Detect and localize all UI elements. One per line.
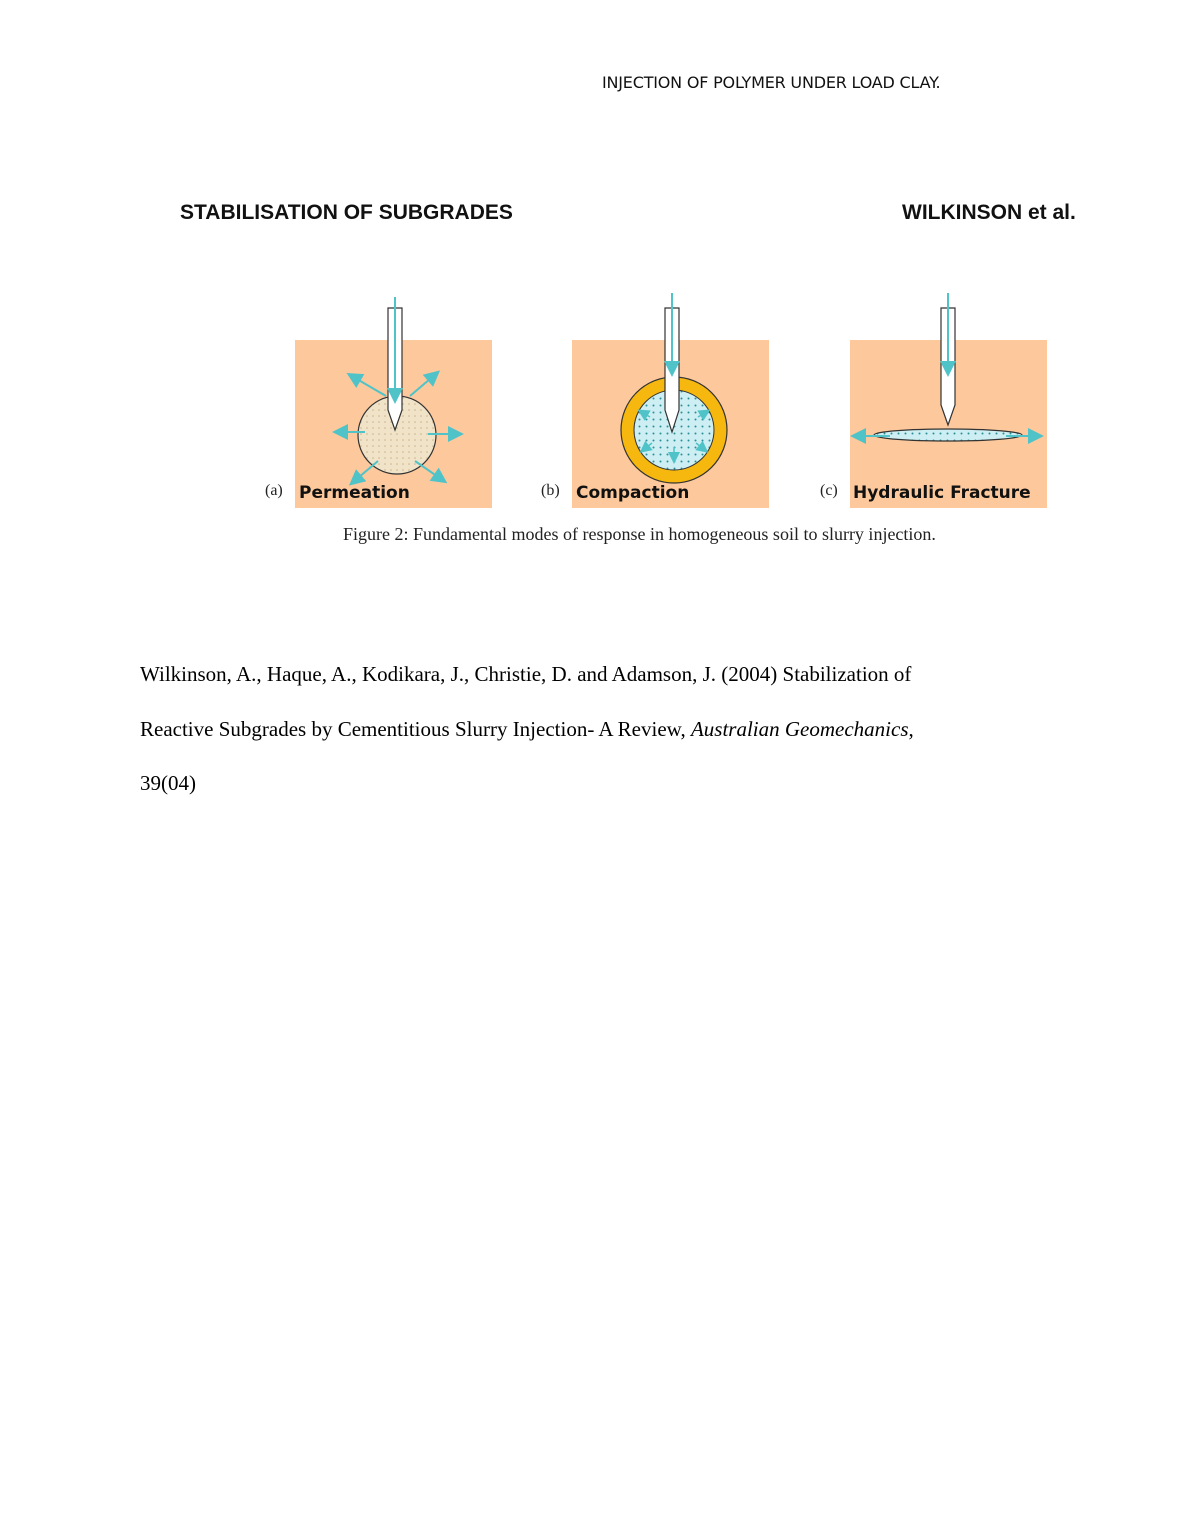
reference-line-2-tail: , [908,716,914,741]
figure-stabilisation-modes [160,185,1120,565]
reference-line-3: 39(04) [140,771,196,795]
figure-caption: Figure 2: Fundamental modes of response in homogeneous soil to slurry injection. [343,524,936,544]
fracture-lens [874,429,1022,441]
reference-line-2-text: Reactive Subgrades by Cementitious Slurry Injection- A Review, [140,716,691,741]
panel-label-b: (b) [541,482,560,499]
running-head: INJECTION OF POLYMER UNDER LOAD CLAY. [602,73,941,92]
injection-needle-b [665,293,679,432]
panel-compaction [572,293,769,508]
injection-needle-a [388,297,402,430]
injection-needle-c [941,293,955,425]
figure-header-author: WILKINSON et al. [902,201,1076,224]
panel-label-c: (c) [820,482,838,499]
reference-entry [140,647,1040,811]
panel-hydraulic-fracture [850,293,1047,508]
reference-line-1: Wilkinson, A., Haque, A., Kodikara, J., Christie, D. and Adamson, J. (2004) Stabilization of [140,662,912,686]
figure-header-title: STABILISATION OF SUBGRADES [180,201,513,224]
reference-journal: Australian Geomechanics [690,716,909,741]
panel-title-b: Compaction [576,483,690,503]
panel-title-a: Permeation [299,483,410,503]
reference-line-2 [140,702,1040,757]
panel-permeation [295,297,492,508]
panel-title-c: Hydraulic Fracture [853,483,1031,503]
injection-modes-diagram [160,185,1120,525]
panel-label-a: (a) [265,482,283,499]
